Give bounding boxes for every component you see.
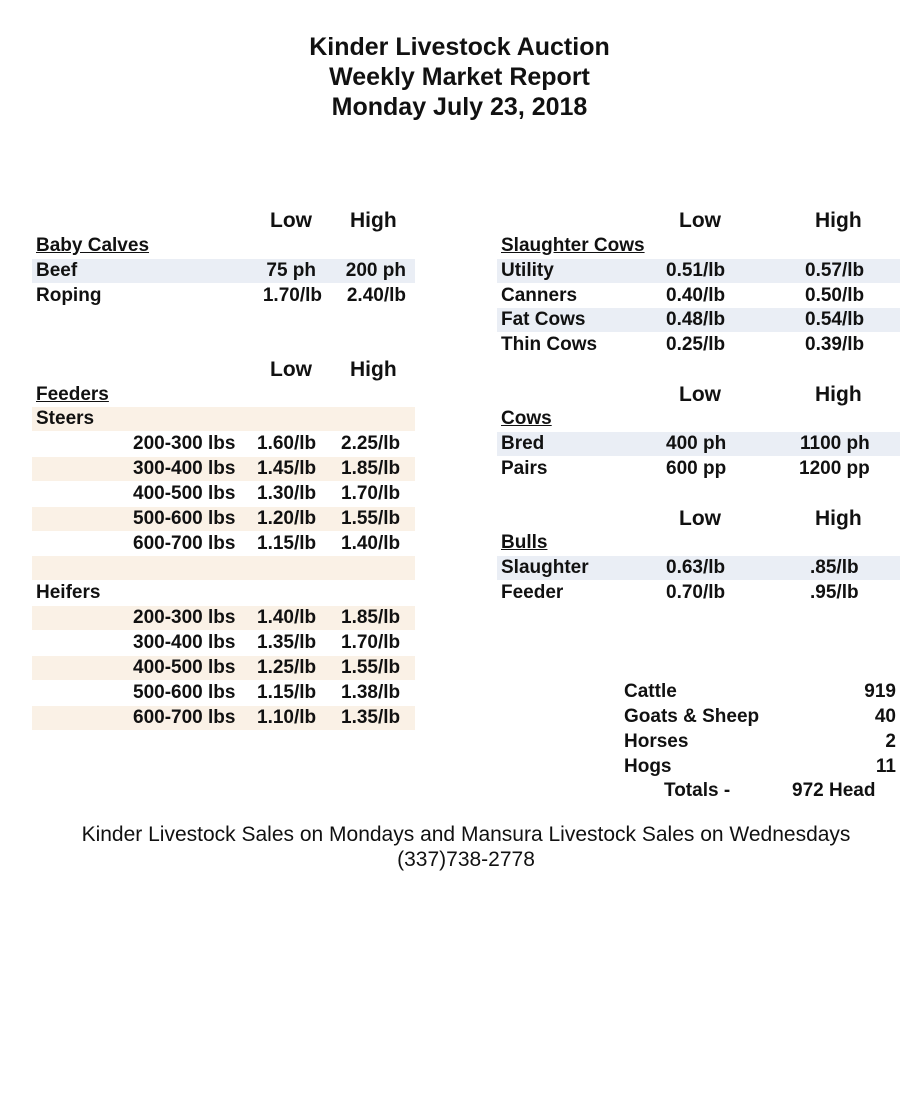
receipts-label: Horses [624,731,689,752]
bulls-low-header: Low [679,507,721,530]
report-date: Monday July 23, 2018 [331,93,588,121]
cows-title: Cows [501,408,552,429]
baby-calves-label: Beef [36,260,78,281]
receipts-label: Hogs [624,756,672,777]
feeders-title: Feeders [36,384,109,405]
slaughter-cows-label: Utility [501,260,554,281]
footer-schedule: Kinder Livestock Sales on Mondays and Mansura Livestock Sales on Wednesdays [81,823,851,846]
heifers-high: 1.85/lb [341,607,401,628]
slaughter-cows-title: Slaughter Cows [501,235,645,256]
heifers-high: 1.70/lb [341,632,401,653]
receipts-label: Goats & Sheep [624,706,760,727]
totals-value: 972 Head [792,780,876,801]
steers-high: 1.70/lb [341,483,401,504]
heifers-weight: 500-600 lbs [133,682,236,703]
slaughter-cows-high: 0.54/lb [805,309,865,330]
slaughter-cows-low-header: Low [679,209,721,232]
feeders-high-header: High [350,358,397,381]
slaughter-cows-high: 0.39/lb [805,334,865,355]
receipts-value: 919 [864,681,896,702]
bulls-high: .95/lb [810,582,859,603]
baby-calves-high: 2.40/lb [346,285,406,306]
steers-low: 1.30/lb [257,483,317,504]
slaughter-cows-low: 0.48/lb [666,309,726,330]
steers-weight: 300-400 lbs [133,458,236,479]
receipts-label: Cattle [624,681,677,702]
baby-calves-label: Roping [36,285,102,306]
heifers-low: 1.10/lb [257,707,317,728]
slaughter-cows-label: Canners [501,285,578,306]
receipts-value: 11 [875,756,896,777]
steers-high: 1.55/lb [341,508,401,529]
cows-low: 600 pp [666,458,727,479]
slaughter-cows-low: 0.25/lb [666,334,726,355]
slaughter-cows-label: Fat Cows [501,309,586,330]
baby-calves-low: 1.70/lb [262,285,322,306]
bulls-label: Feeder [501,582,564,603]
bulls-title: Bulls [501,532,548,553]
cows-high-header: High [815,383,862,406]
cows-label: Bred [501,433,545,454]
steers-low: 1.45/lb [257,458,317,479]
heifers-low: 1.15/lb [257,682,317,703]
steers-high: 1.40/lb [341,533,401,554]
baby-calves-high: 200 ph [345,260,406,281]
heifers-low: 1.40/lb [257,607,317,628]
slaughter-cows-high: 0.50/lb [805,285,865,306]
heifers-weight: 600-700 lbs [133,707,236,728]
baby-calves-high-header: High [350,209,397,232]
bulls-low: 0.70/lb [666,582,726,603]
slaughter-cows-high: 0.57/lb [805,260,865,281]
steers-weight: 500-600 lbs [133,508,236,529]
cows-low-header: Low [679,383,721,406]
slaughter-cows-low: 0.40/lb [666,285,726,306]
steers-high: 1.85/lb [341,458,401,479]
steers-high: 2.25/lb [341,433,401,454]
steers-title: Steers [36,408,95,429]
heifers-high: 1.55/lb [341,657,401,678]
cows-high: 1200 pp [799,458,870,479]
cows-high: 1100 ph [800,433,870,454]
baby-calves-title: Baby Calves [36,235,150,256]
cows-low: 400 ph [666,433,727,454]
heifers-weight: 300-400 lbs [133,632,236,653]
feeders-low-header: Low [270,358,312,381]
heifers-high: 1.35/lb [341,707,401,728]
receipts-value: 2 [885,731,896,752]
bulls-high: .85/lb [810,557,859,578]
row-band [32,556,415,580]
baby-calves-low: 75 ph [266,260,316,281]
steers-low: 1.15/lb [257,533,317,554]
steers-low: 1.20/lb [257,508,317,529]
report-title: Kinder Livestock Auction [309,33,610,61]
heifers-low: 1.35/lb [257,632,317,653]
receipts-value: 40 [874,706,896,727]
bulls-label: Slaughter [501,557,589,578]
heifers-high: 1.38/lb [341,682,401,703]
steers-weight: 600-700 lbs [133,533,236,554]
steers-weight: 200-300 lbs [133,433,236,454]
report-subtitle: Weekly Market Report [329,63,590,91]
totals-label: Totals - [664,780,731,801]
footer-phone: (337)738-2778 [397,848,535,871]
heifers-low: 1.25/lb [257,657,317,678]
heifers-title: Heifers [36,582,101,603]
heifers-weight: 200-300 lbs [133,607,236,628]
bulls-high-header: High [815,507,862,530]
bulls-low: 0.63/lb [666,557,726,578]
cows-label: Pairs [501,458,548,479]
slaughter-cows-high-header: High [815,209,862,232]
baby-calves-low-header: Low [270,209,312,232]
heifers-weight: 400-500 lbs [133,657,236,678]
slaughter-cows-low: 0.51/lb [666,260,726,281]
slaughter-cows-label: Thin Cows [501,334,598,355]
steers-low: 1.60/lb [257,433,317,454]
steers-weight: 400-500 lbs [133,483,236,504]
